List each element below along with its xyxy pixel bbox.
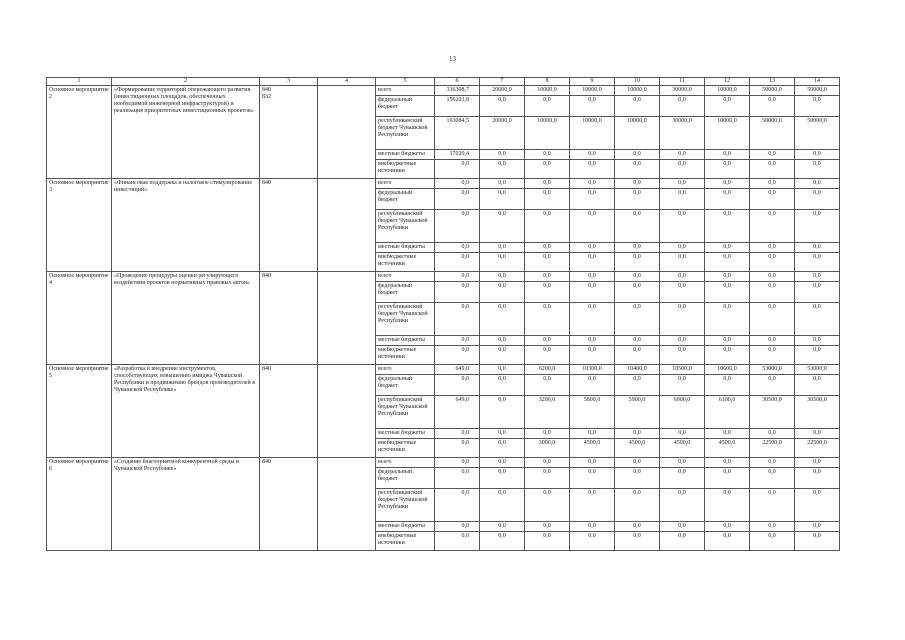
- value-cell: 0,0: [480, 150, 525, 160]
- value-cell: 0,0: [795, 468, 840, 489]
- value-cell: 0,0: [525, 429, 570, 439]
- value-cell: 0,0: [660, 253, 705, 272]
- value-cell: 0,0: [660, 160, 705, 179]
- value-cell: 0,0: [615, 243, 660, 253]
- table-row: [47, 458, 840, 468]
- value-cell: 0,0: [570, 179, 615, 189]
- value-cell: 0,0: [435, 253, 480, 272]
- value-cell: 0,0: [525, 282, 570, 303]
- value-cell: 0,0: [705, 375, 750, 396]
- value-cell: 0,0: [525, 243, 570, 253]
- value-cell: 0,0: [435, 346, 480, 365]
- value-cell: 0,0: [525, 179, 570, 189]
- value-cell: 0,0: [525, 272, 570, 282]
- value-cell: 0,0: [795, 179, 840, 189]
- value-cell: 0,0: [660, 282, 705, 303]
- value-cell: 0,0: [705, 303, 750, 336]
- funding-source: всего: [376, 458, 435, 468]
- value-cell: 3200,0: [525, 396, 570, 429]
- value-cell: 4500,0: [705, 439, 750, 458]
- value-cell: 0,0: [480, 346, 525, 365]
- value-cell: 10000,0: [705, 117, 750, 150]
- value-cell: 0,0: [750, 96, 795, 117]
- value-cell: 0,0: [435, 532, 480, 551]
- header-cell: 12: [705, 78, 750, 86]
- value-cell: 0,0: [660, 346, 705, 365]
- value-cell: 22500,0: [750, 439, 795, 458]
- value-cell: 0,0: [705, 189, 750, 210]
- value-cell: 22500,0: [795, 439, 840, 458]
- value-cell: 0,0: [435, 179, 480, 189]
- value-cell: 0,0: [705, 522, 750, 532]
- value-cell: 0,0: [480, 522, 525, 532]
- value-cell: 0,0: [570, 468, 615, 489]
- value-cell: 0,0: [660, 272, 705, 282]
- value-cell: 0,0: [750, 346, 795, 365]
- value-cell: 0,0: [705, 160, 750, 179]
- event-label: Основное мероприятие 3: [47, 179, 112, 272]
- value-cell: 0,0: [795, 458, 840, 468]
- value-cell: 0,0: [570, 189, 615, 210]
- funding-source: федеральный бюджет: [376, 468, 435, 489]
- value-cell: 20000,0: [480, 117, 525, 150]
- value-cell: 0,0: [615, 458, 660, 468]
- value-cell: 0,0: [525, 468, 570, 489]
- value-cell: 0,0: [705, 96, 750, 117]
- value-cell: 5800,0: [570, 396, 615, 429]
- value-cell: 30500,0: [795, 396, 840, 429]
- value-cell: 0,0: [705, 179, 750, 189]
- value-cell: 0,0: [615, 468, 660, 489]
- value-cell: 0,0: [570, 303, 615, 336]
- table-body: [47, 78, 840, 551]
- value-cell: 0,0: [480, 243, 525, 253]
- value-cell: 0,0: [750, 468, 795, 489]
- empty-cell: [318, 458, 376, 551]
- value-cell: 0,0: [615, 489, 660, 522]
- value-cell: 0,0: [660, 303, 705, 336]
- event-title: «Финансовая поддержка и налоговое стимулирование инвестиций»: [112, 179, 260, 272]
- value-cell: 0,0: [435, 272, 480, 282]
- value-cell: 0,0: [480, 336, 525, 346]
- value-cell: 0,0: [480, 272, 525, 282]
- responsible-code: 840: [260, 365, 318, 458]
- value-cell: 0,0: [480, 429, 525, 439]
- value-cell: 0,0: [750, 150, 795, 160]
- value-cell: 0,0: [435, 243, 480, 253]
- value-cell: 10000,0: [525, 86, 570, 96]
- value-cell: 0,0: [705, 489, 750, 522]
- value-cell: 0,0: [705, 429, 750, 439]
- value-cell: 0,0: [795, 375, 840, 396]
- value-cell: 0,0: [480, 282, 525, 303]
- value-cell: 0,0: [660, 489, 705, 522]
- value-cell: 0,0: [570, 375, 615, 396]
- value-cell: 0,0: [525, 96, 570, 117]
- value-cell: 0,0: [660, 150, 705, 160]
- funding-source: местные бюджеты: [376, 429, 435, 439]
- value-cell: 0,0: [525, 489, 570, 522]
- value-cell: 50000,0: [750, 86, 795, 96]
- value-cell: 0,0: [705, 210, 750, 243]
- value-cell: 0,0: [705, 532, 750, 551]
- value-cell: 0,0: [750, 272, 795, 282]
- value-cell: 0,0: [615, 346, 660, 365]
- value-cell: 0,0: [435, 282, 480, 303]
- value-cell: 10000,0: [570, 86, 615, 96]
- funding-source: местные бюджеты: [376, 336, 435, 346]
- value-cell: 3000,0: [525, 439, 570, 458]
- value-cell: 0,0: [480, 532, 525, 551]
- value-cell: 0,0: [615, 272, 660, 282]
- value-cell: 0,0: [705, 336, 750, 346]
- value-cell: 0,0: [480, 189, 525, 210]
- value-cell: 6100,0: [705, 396, 750, 429]
- value-cell: 0,0: [570, 532, 615, 551]
- value-cell: 0,0: [660, 429, 705, 439]
- value-cell: 163084,5: [435, 117, 480, 150]
- value-cell: 0,0: [705, 282, 750, 303]
- value-cell: 0,0: [795, 522, 840, 532]
- value-cell: 0,0: [705, 272, 750, 282]
- value-cell: 0,0: [750, 189, 795, 210]
- value-cell: 0,0: [660, 96, 705, 117]
- value-cell: 0,0: [705, 150, 750, 160]
- value-cell: 30000,0: [660, 117, 705, 150]
- value-cell: 0,0: [525, 336, 570, 346]
- empty-cell: [318, 179, 376, 272]
- value-cell: 0,0: [795, 253, 840, 272]
- value-cell: 0,0: [570, 346, 615, 365]
- value-cell: 0,0: [615, 179, 660, 189]
- funding-source: всего: [376, 365, 435, 375]
- value-cell: 0,0: [615, 96, 660, 117]
- value-cell: 0,0: [435, 336, 480, 346]
- empty-cell: [318, 86, 376, 179]
- value-cell: 0,0: [480, 303, 525, 336]
- responsible-code: 840: [260, 272, 318, 365]
- value-cell: 0,0: [705, 468, 750, 489]
- value-cell: 0,0: [795, 150, 840, 160]
- event-label: Основное мероприятие 4: [47, 272, 112, 365]
- funding-source: местные бюджеты: [376, 243, 435, 253]
- value-cell: 0,0: [795, 210, 840, 243]
- value-cell: 0,0: [795, 346, 840, 365]
- event-label: Основное мероприятие 2: [47, 86, 112, 179]
- value-cell: 0,0: [750, 282, 795, 303]
- value-cell: 0,0: [795, 160, 840, 179]
- value-cell: 0,0: [435, 429, 480, 439]
- value-cell: 50000,0: [795, 86, 840, 96]
- value-cell: 0,0: [615, 375, 660, 396]
- value-cell: 53000,0: [750, 365, 795, 375]
- value-cell: 0,0: [660, 189, 705, 210]
- value-cell: 0,0: [795, 272, 840, 282]
- event-title: «Разработка и внедрение инструментов, способствующих повышению имиджа Чувашской Республики и продвижению брендов производителей в Чувашской Республике»: [112, 365, 260, 458]
- value-cell: 0,0: [570, 282, 615, 303]
- value-cell: 0,0: [525, 375, 570, 396]
- funding-source: республиканский бюджет Чувашской Республики: [376, 489, 435, 522]
- value-cell: 0,0: [660, 522, 705, 532]
- value-cell: 0,0: [570, 150, 615, 160]
- value-cell: 10000,0: [615, 86, 660, 96]
- header-cell: 11: [660, 78, 705, 86]
- value-cell: 0,0: [435, 189, 480, 210]
- value-cell: 0,0: [525, 522, 570, 532]
- funding-source: республиканский бюджет Чувашской Республики: [376, 303, 435, 336]
- value-cell: 0,0: [660, 336, 705, 346]
- value-cell: 649,0: [435, 365, 480, 375]
- value-cell: 0,0: [570, 210, 615, 243]
- header-cell: 3: [260, 78, 318, 86]
- responsible-code: 840: [260, 179, 318, 272]
- value-cell: 0,0: [660, 179, 705, 189]
- value-cell: 0,0: [750, 179, 795, 189]
- header-cell: 8: [525, 78, 570, 86]
- responsible-code: 840: [260, 458, 318, 551]
- value-cell: 10600,0: [705, 365, 750, 375]
- funding-source: всего: [376, 86, 435, 96]
- value-cell: 0,0: [795, 429, 840, 439]
- value-cell: 0,0: [615, 210, 660, 243]
- funding-source: всего: [376, 272, 435, 282]
- value-cell: 0,0: [660, 468, 705, 489]
- value-cell: 0,0: [525, 150, 570, 160]
- value-cell: 30500,0: [750, 396, 795, 429]
- value-cell: 0,0: [660, 210, 705, 243]
- value-cell: 0,0: [795, 96, 840, 117]
- funding-source: внебюджетные источники: [376, 160, 435, 179]
- value-cell: 336308,7: [435, 86, 480, 96]
- value-cell: 6000,0: [660, 396, 705, 429]
- value-cell: 0,0: [795, 189, 840, 210]
- empty-cell: [318, 272, 376, 365]
- funding-source: республиканский бюджет Чувашской Республики: [376, 210, 435, 243]
- value-cell: 0,0: [615, 282, 660, 303]
- funding-source: внебюджетные источники: [376, 346, 435, 365]
- value-cell: 0,0: [795, 243, 840, 253]
- header-cell: 9: [570, 78, 615, 86]
- funding-source: федеральный бюджет: [376, 282, 435, 303]
- funding-source: местные бюджеты: [376, 522, 435, 532]
- value-cell: 0,0: [570, 272, 615, 282]
- value-cell: 10000,0: [615, 117, 660, 150]
- value-cell: 0,0: [615, 303, 660, 336]
- value-cell: 0,0: [435, 439, 480, 458]
- value-cell: 0,0: [480, 439, 525, 458]
- value-cell: 0,0: [750, 458, 795, 468]
- value-cell: 10400,0: [615, 365, 660, 375]
- value-cell: 0,0: [615, 150, 660, 160]
- value-cell: 0,0: [750, 243, 795, 253]
- value-cell: 0,0: [480, 210, 525, 243]
- funding-source: всего: [376, 179, 435, 189]
- value-cell: 0,0: [705, 346, 750, 365]
- value-cell: 0,0: [795, 282, 840, 303]
- value-cell: 53000,0: [795, 365, 840, 375]
- value-cell: 50000,0: [750, 117, 795, 150]
- header-cell: 1: [47, 78, 112, 86]
- header-cell: 10: [615, 78, 660, 86]
- value-cell: 0,0: [660, 532, 705, 551]
- value-cell: 0,0: [615, 522, 660, 532]
- table-row: [47, 272, 840, 282]
- value-cell: 0,0: [480, 365, 525, 375]
- value-cell: 0,0: [525, 346, 570, 365]
- value-cell: 0,0: [435, 489, 480, 522]
- value-cell: 0,0: [615, 160, 660, 179]
- funding-source: местные бюджеты: [376, 150, 435, 160]
- value-cell: 0,0: [795, 489, 840, 522]
- value-cell: 0,0: [615, 189, 660, 210]
- value-cell: 0,0: [570, 160, 615, 179]
- event-title: «Формирование территорий опережающего развития (инвестиционных площадок, обеспеченных необходимой инженерной инфраструктурой) и реализация приоритетных инвестиционных проектов»: [112, 86, 260, 179]
- value-cell: 4500,0: [615, 439, 660, 458]
- value-cell: 20000,0: [480, 86, 525, 96]
- responsible-code: 840 832: [260, 86, 318, 179]
- value-cell: 0,0: [615, 429, 660, 439]
- value-cell: 0,0: [750, 160, 795, 179]
- value-cell: 0,0: [660, 458, 705, 468]
- event-title: «Проведение процедуры оценки регулирующего воздействия проектов нормативных правовых актов»: [112, 272, 260, 365]
- value-cell: 4500,0: [570, 439, 615, 458]
- event-title: «Создание благоприятной конкурентной среды в Чувашской Республике»: [112, 458, 260, 551]
- value-cell: 0,0: [480, 396, 525, 429]
- value-cell: 0,0: [750, 489, 795, 522]
- value-cell: 0,0: [525, 303, 570, 336]
- empty-cell: [318, 365, 376, 458]
- value-cell: 50000,0: [795, 117, 840, 150]
- header-cell: 2: [112, 78, 260, 86]
- table-row: [47, 179, 840, 189]
- value-cell: 0,0: [750, 336, 795, 346]
- value-cell: 0,0: [480, 253, 525, 272]
- value-cell: 0,0: [750, 522, 795, 532]
- value-cell: 5900,0: [615, 396, 660, 429]
- value-cell: 0,0: [750, 253, 795, 272]
- value-cell: 0,0: [570, 243, 615, 253]
- header-cell: 4: [318, 78, 376, 86]
- value-cell: 0,0: [705, 243, 750, 253]
- funding-source: республиканский бюджет Чувашской Республики: [376, 396, 435, 429]
- value-cell: 649,0: [435, 396, 480, 429]
- value-cell: 0,0: [435, 303, 480, 336]
- header-cell: 7: [480, 78, 525, 86]
- value-cell: 0,0: [570, 253, 615, 272]
- value-cell: 0,0: [435, 522, 480, 532]
- table-row: [47, 86, 840, 96]
- value-cell: 0,0: [705, 458, 750, 468]
- value-cell: 30000,0: [660, 86, 705, 96]
- funding-source: внебюджетные источники: [376, 532, 435, 551]
- page-number: 13: [449, 55, 456, 63]
- funding-source: внебюджетные источники: [376, 439, 435, 458]
- value-cell: 0,0: [570, 489, 615, 522]
- value-cell: 0,0: [525, 210, 570, 243]
- value-cell: 4500,0: [660, 439, 705, 458]
- value-cell: 156203,8: [435, 96, 480, 117]
- value-cell: 0,0: [750, 429, 795, 439]
- value-cell: 0,0: [435, 468, 480, 489]
- value-cell: 0,0: [795, 532, 840, 551]
- value-cell: 0,0: [525, 458, 570, 468]
- value-cell: 0,0: [435, 210, 480, 243]
- budget-table: [46, 77, 840, 551]
- value-cell: 0,0: [705, 253, 750, 272]
- funding-source: федеральный бюджет: [376, 96, 435, 117]
- table-row: [47, 365, 840, 375]
- value-cell: 10000,0: [570, 117, 615, 150]
- value-cell: 10300,0: [570, 365, 615, 375]
- value-cell: 0,0: [525, 253, 570, 272]
- value-cell: 0,0: [435, 458, 480, 468]
- value-cell: 0,0: [480, 96, 525, 117]
- value-cell: 0,0: [480, 458, 525, 468]
- funding-source: внебюджетные источники: [376, 253, 435, 272]
- value-cell: 0,0: [480, 468, 525, 489]
- value-cell: 0,0: [615, 336, 660, 346]
- value-cell: 0,0: [435, 160, 480, 179]
- value-cell: 0,0: [660, 375, 705, 396]
- funding-source: федеральный бюджет: [376, 375, 435, 396]
- value-cell: 0,0: [750, 375, 795, 396]
- value-cell: 0,0: [525, 189, 570, 210]
- value-cell: 0,0: [480, 160, 525, 179]
- value-cell: 0,0: [570, 96, 615, 117]
- funding-source: республиканский бюджет Чувашской Республики: [376, 117, 435, 150]
- funding-source: федеральный бюджет: [376, 189, 435, 210]
- header-cell: 14: [795, 78, 840, 86]
- value-cell: 0,0: [570, 336, 615, 346]
- value-cell: 0,0: [435, 375, 480, 396]
- value-cell: 0,0: [660, 243, 705, 253]
- value-cell: 0,0: [570, 429, 615, 439]
- value-cell: 0,0: [525, 160, 570, 179]
- value-cell: 0,0: [615, 532, 660, 551]
- value-cell: 0,0: [750, 210, 795, 243]
- value-cell: 0,0: [570, 522, 615, 532]
- value-cell: 0,0: [750, 303, 795, 336]
- value-cell: 0,0: [795, 336, 840, 346]
- value-cell: 0,0: [480, 179, 525, 189]
- value-cell: 6200,0: [525, 365, 570, 375]
- value-cell: 0,0: [480, 489, 525, 522]
- value-cell: 0,0: [570, 458, 615, 468]
- header-row: [47, 78, 840, 86]
- header-cell: 5: [376, 78, 435, 86]
- value-cell: 0,0: [795, 303, 840, 336]
- value-cell: 10500,0: [660, 365, 705, 375]
- value-cell: 0,0: [615, 253, 660, 272]
- value-cell: 0,0: [525, 532, 570, 551]
- value-cell: 0,0: [480, 375, 525, 396]
- value-cell: 17020,4: [435, 150, 480, 160]
- event-label: Основное мероприятие 5: [47, 365, 112, 458]
- value-cell: 0,0: [750, 532, 795, 551]
- header-cell: 13: [750, 78, 795, 86]
- event-label: Основное мероприятие 6: [47, 458, 112, 551]
- value-cell: 10000,0: [705, 86, 750, 96]
- header-cell: 6: [435, 78, 480, 86]
- value-cell: 10000,0: [525, 117, 570, 150]
